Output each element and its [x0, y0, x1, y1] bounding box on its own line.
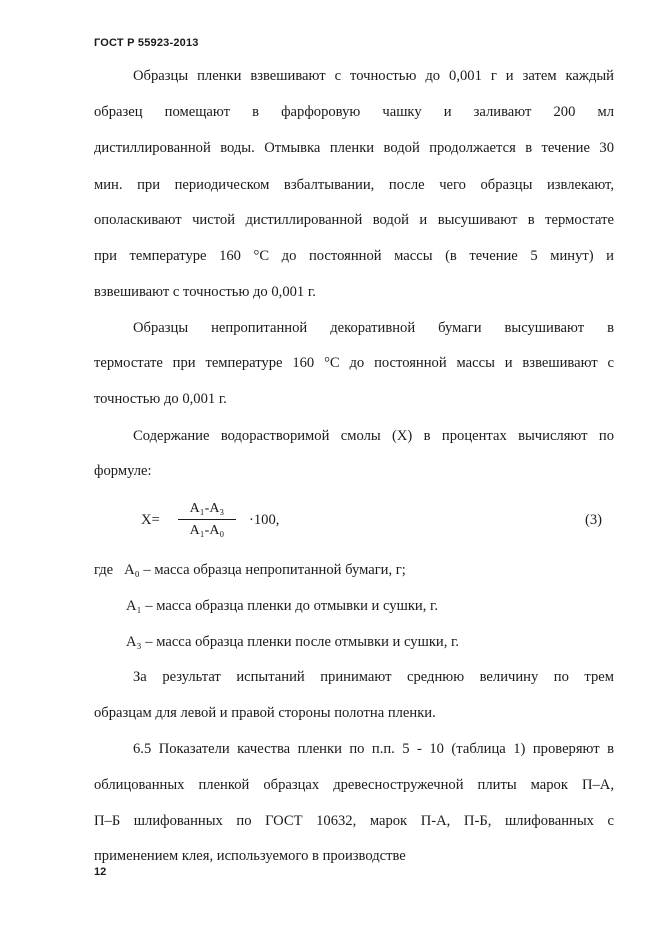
paragraph-line: ополаскивают чистой дистиллированной водой и высушивают в термостате [94, 212, 614, 228]
formula-multiplier: ·100, [249, 512, 280, 528]
paragraph-line: Образцы непропитанной декоративной бумаги высушивают в [133, 320, 614, 336]
fraction-bar [178, 519, 236, 520]
paragraph-line: взвешивают с точностью до 0,001 г. [94, 284, 316, 300]
paragraph-line: дистиллированной воды. Отмывка пленки водой продолжается в течение 30 [94, 140, 614, 156]
formula-fraction [178, 499, 236, 541]
page-number: 12 [94, 866, 107, 878]
paragraph-line: при температуре 160 °С до постоянной массы (в течение 5 минут) и [94, 248, 614, 264]
paragraph-line: применением клея, используемого в производстве [94, 848, 406, 864]
paragraph-line: термостате при температуре 160 °С до постоянной массы и взвешивают с [94, 355, 614, 371]
formula-lhs: X= [141, 512, 160, 528]
paragraph-line: образец помещают в фарфоровую чашку и заливают 200 мл [94, 104, 614, 120]
paragraph-line: Содержание водорастворимой смолы (X) в процентах вычисляют по [133, 428, 614, 444]
definition-line: А₁ – масса образца пленки до отмывки и сушки, г. [126, 598, 439, 614]
paragraph-line: облицованных пленкой образцах древесностружечной плиты марок П–А, [94, 777, 614, 793]
paragraph-line: За результат испытаний принимают среднюю величину по трем [133, 669, 614, 685]
definition-line: где А₀ – масса образца непропитанной бумаги, г; [94, 562, 406, 578]
document-header: ГОСТ Р 55923-2013 [94, 37, 199, 49]
formula-denominator: A₁-A₀ [189, 523, 225, 538]
paragraph-line: образцам для левой и правой стороны полотна пленки. [94, 705, 436, 721]
paragraph-line: 6.5 Показатели качества пленки по п.п. 5 - 10 (таблица 1) проверяют в [133, 741, 614, 757]
paragraph-line: точностью до 0,001 г. [94, 391, 227, 407]
paragraph-line: формуле: [94, 463, 152, 479]
formula-number: (3) [585, 512, 603, 528]
paragraph-line: П–Б шлифованных по ГОСТ 10632, марок П-А, П-Б, шлифованных с [94, 813, 614, 829]
paragraph-line: Образцы пленки взвешивают с точностью до 0,001 г и затем каждый [133, 68, 614, 84]
definition-line: А₃ – масса образца пленки после отмывки и сушки, г. [126, 634, 459, 650]
paragraph-line: мин. при периодическом взбалтывании, после чего образцы извлекают, [94, 177, 614, 193]
formula-numerator: A₁-A₃ [189, 501, 225, 516]
